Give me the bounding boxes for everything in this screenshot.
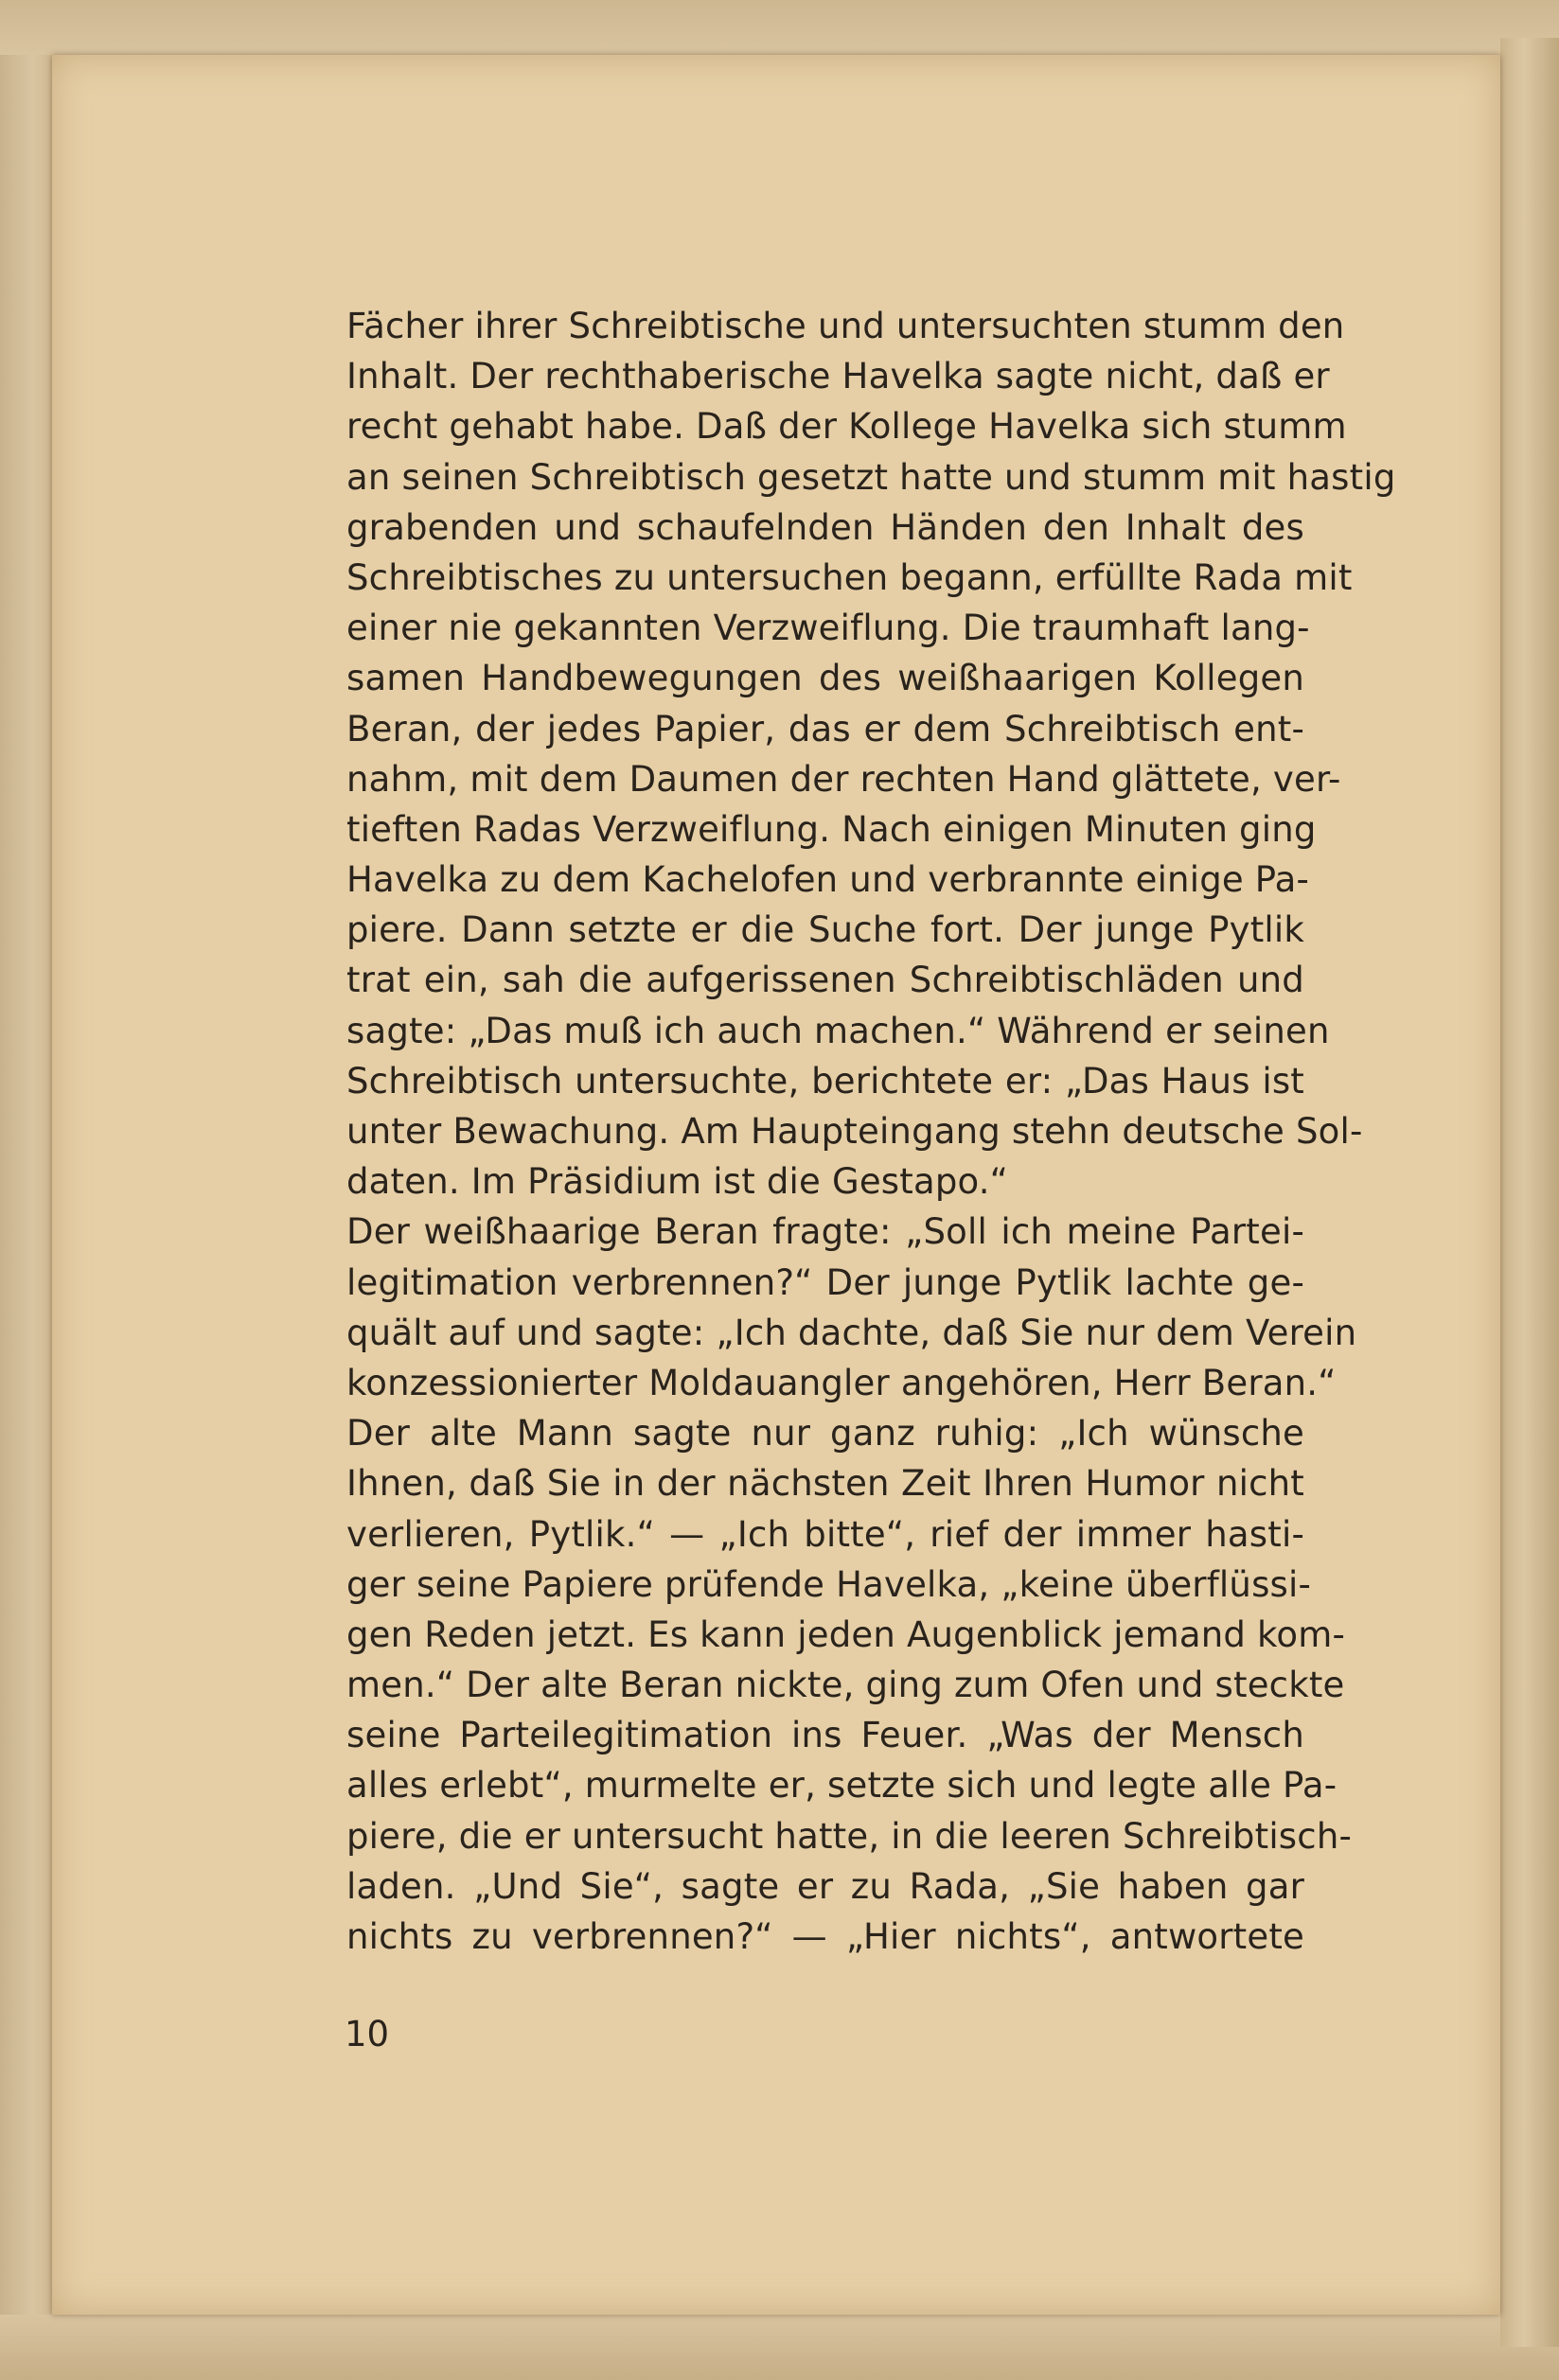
text-line: piere, die er untersucht hatte, in die leeren Schreibtisch-	[346, 1815, 1353, 1857]
text-line: Ihnen, daß Sie in der nächsten Zeit Ihren Humor nicht	[346, 1463, 1304, 1505]
text-line: nichts zu verbrennen?“ — „Hier nichts“, antwortete	[346, 1916, 1304, 1957]
text-line: Der alte Mann sagte nur ganz ruhig: „Ich wünsche	[346, 1413, 1304, 1454]
text-line: verlieren, Pytlik.“ — „Ich bitte“, rief der immer hasti-	[346, 1513, 1304, 1555]
text-line: Der weißhaarige Beran fragte: „Soll ich meine Partei-	[346, 1211, 1304, 1253]
body-text	[346, 301, 1396, 1962]
text-line: gen Reden jetzt. Es kann jeden Augenblick jemand kom-	[346, 1613, 1346, 1655]
text-line: an seinen Schreibtisch gesetzt hatte und stumm mit hastig	[346, 456, 1396, 498]
text-line: quält auf und sagte: „Ich dachte, daß Sie nur dem Verein	[346, 1312, 1357, 1353]
text-line: daten. Im Präsidium ist die Gestapo.“	[346, 1161, 1009, 1203]
text-line: einer nie gekannten Verzweiflung. Die traumhaft lang-	[346, 608, 1310, 649]
text-line: grabenden und schaufelnden Händen den Inhalt des	[346, 506, 1304, 548]
text-line: laden. „Und Sie“, sagte er zu Rada, „Sie haben gar	[346, 1865, 1304, 1907]
text-line: Fächer ihrer Schreibtische und untersuchten stumm den	[346, 306, 1345, 346]
text-line: Beran, der jedes Papier, das er dem Schreibtisch ent-	[346, 708, 1304, 749]
page-number: 10	[345, 2014, 390, 2054]
text-line: samen Handbewegungen des weißhaarigen Kollegen	[346, 658, 1304, 699]
text-line: alles erlebt“, murmelte er, setzte sich und legte alle Pa-	[346, 1765, 1338, 1807]
text-line: Schreibtisch untersuchte, berichtete er: „Das Haus ist	[346, 1060, 1304, 1102]
text-line: legitimation verbrennen?“ Der junge Pytlik lachte ge-	[346, 1261, 1304, 1303]
text-line: ger seine Papiere prüfende Havelka, „keine überflüssi-	[346, 1563, 1312, 1605]
text-line: seine Parteilegitimation ins Feuer. „Was der Mensch	[346, 1715, 1304, 1756]
text-line: konzessionierter Moldauangler angehören, Herr Beran.“	[346, 1362, 1337, 1403]
top-edge	[0, 0, 1559, 55]
bottom-edge	[0, 2315, 1559, 2380]
text-line: unter Bewachung. Am Haupteingang stehn deutsche Sol-	[346, 1111, 1363, 1152]
text-line: piere. Dann setzte er die Suche fort. Der junge Pytlik	[346, 909, 1304, 951]
text-line: recht gehabt habe. Daß der Kollege Havelka sich stumm	[346, 406, 1347, 448]
text-line: Schreibtisches zu untersuchen begann, erfüllte Rada mit	[346, 556, 1353, 598]
text-line: tieften Radas Verzweiflung. Nach einigen Minuten ging	[346, 808, 1317, 850]
right-page-edge	[1500, 38, 1559, 2347]
text-line: sagte: „Das muß ich auch machen.“ Während er seinen	[346, 1010, 1330, 1051]
text-line: Havelka zu dem Kachelofen und verbrannte einige Pa-	[346, 859, 1310, 901]
binding-gutter	[0, 0, 55, 2380]
text-line: men.“ Der alte Beran nickte, ging zum Ofen und steckte	[346, 1665, 1345, 1706]
text-line: trat ein, sah die aufgerissenen Schreibtischläden und	[346, 960, 1304, 1001]
text-line: nahm, mit dem Daumen der rechten Hand glättete, ver-	[346, 758, 1341, 800]
text-line: Inhalt. Der rechthaberische Havelka sagte nicht, daß er	[346, 356, 1330, 397]
